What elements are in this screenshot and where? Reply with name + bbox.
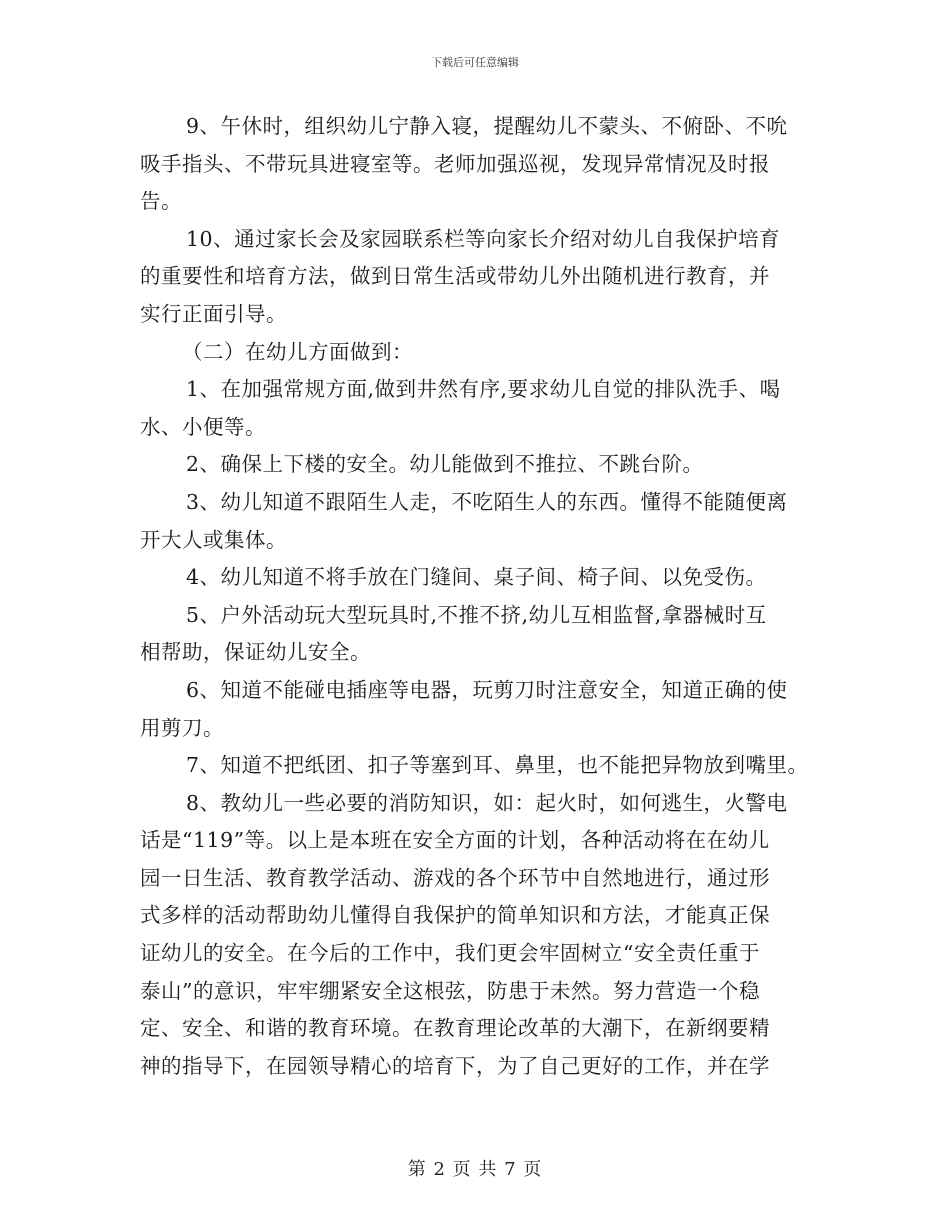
- paragraph-line: 6、知道不能碰电插座等电器，玩剪刀时注意安全，知道正确的使: [186, 677, 788, 702]
- paragraph-line: 定、安全、和谐的教育环境。在教育理论改革的大潮下，在新纲要精: [140, 1016, 770, 1041]
- paragraph-line: 9、午休时，组织幼儿宁静入寝，提醒幼儿不蒙头、不俯卧、不吮: [186, 114, 788, 138]
- paragraph-line: 7、知道不把纸团、扣子等塞到耳、鼻里，也不能把异物放到嘴里。: [186, 753, 809, 778]
- paragraph-line: 神的指导下，在园领导精心的培育下，为了自己更好的工作，并在学: [140, 1053, 770, 1078]
- paragraph-line: 话是“119”等。以上是本班在安全方面的计划，各种活动将在在幼儿: [140, 828, 770, 853]
- paragraph-line: 吸手指头、不带玩具进寝室等。老师加强巡视，发现异常情况及时报: [140, 151, 770, 176]
- paragraph-line: 园一日生活、教育教学活动、游戏的各个环节中自然地进行，通过形: [140, 865, 770, 890]
- paragraph-line: 实行正面引导。: [140, 301, 287, 326]
- paragraph-line: 水、小便等。: [140, 414, 266, 439]
- paragraph-line: 告。: [140, 189, 182, 214]
- paragraph-line: 10、通过家长会及家园联系栏等向家长介绍对幼儿自我保护培育: [186, 226, 781, 251]
- section-heading: （二）在幼儿方面做到：: [182, 339, 413, 364]
- paragraph-line: 5、户外活动玩大型玩具时,不推不挤,幼儿互相监督,拿器械时互: [186, 602, 767, 627]
- paragraph-line: 式多样的活动帮助幼儿懂得自我保护的简单知识和方法，才能真正保: [140, 903, 770, 928]
- paragraph-line: 4、幼儿知道不将手放在门缝间、桌子间、椅子间、以免受伤。: [186, 565, 767, 590]
- paragraph-line: 相帮助，保证幼儿安全。: [140, 640, 371, 665]
- paragraph-line: 8、教幼儿一些必要的消防知识，如：起火时，如何逃生，火警电: [186, 790, 788, 815]
- paragraph-line: 用剪刀。: [140, 715, 224, 740]
- paragraph-line: 开大人或集体。: [140, 527, 287, 552]
- paragraph-line: 泰山”的意识，牢牢绷紧安全这根弦，防患于未然。努力营造一个稳: [140, 978, 760, 1003]
- page-footer: 第 2 页 共 7 页: [407, 1159, 543, 1180]
- document-body: [140, 108, 830, 1085]
- paragraph-line: 2、确保上下楼的安全。幼儿能做到不推拉、不跳台阶。: [186, 452, 704, 477]
- paragraph-line: 3、幼儿知道不跟陌生人走，不吃陌生人的东西。懂得不能随便离: [186, 489, 788, 514]
- page-header: 下载后可任意编辑: [431, 56, 519, 69]
- paragraph-line: 1、在加强常规方面,做到井然有序,要求幼儿自觉的排队洗手、喝: [186, 377, 781, 402]
- paragraph-line: 的重要性和培育方法，做到日常生活或带幼儿外出随机进行教育，并: [140, 264, 770, 289]
- paragraph-line: 证幼儿的安全。在今后的工作中，我们更会牢固树立“安全责任重于: [140, 941, 760, 966]
